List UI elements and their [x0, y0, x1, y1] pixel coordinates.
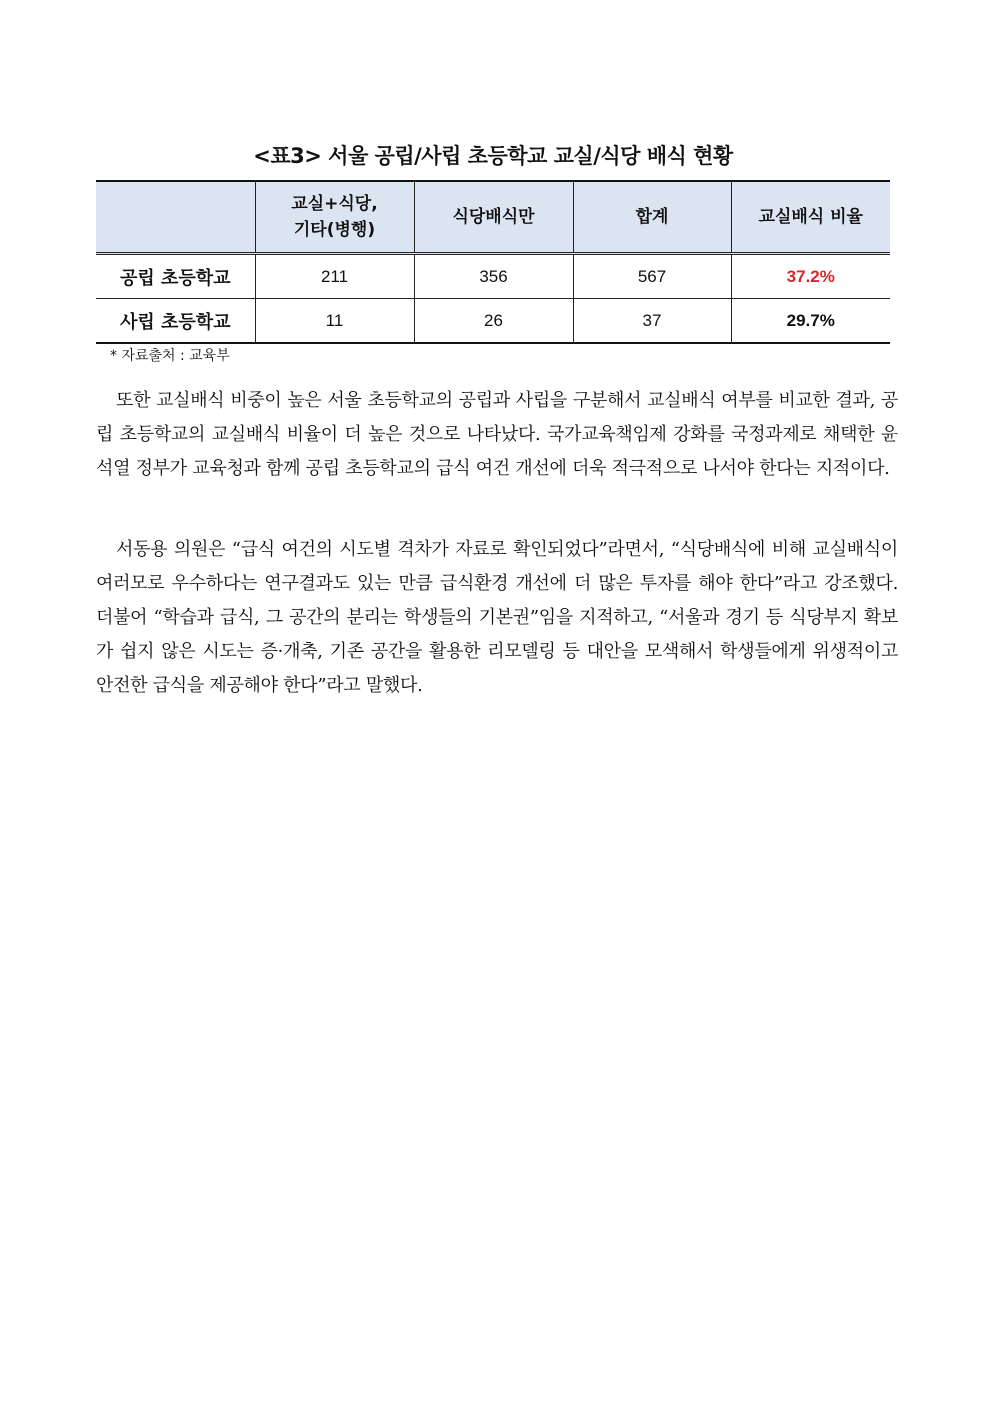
header-cell-cafeteria-only: 식당배식만 [414, 181, 573, 254]
table-row [96, 254, 890, 299]
row-label: 공립 초등학교 [96, 254, 255, 299]
data-table [96, 180, 890, 344]
table-row [96, 299, 890, 344]
table-cell: 356 [414, 254, 573, 299]
table-header-row [96, 181, 890, 254]
table-cell: 567 [573, 254, 731, 299]
table-caption: <표3> 서울 공립/사립 초등학교 교실/식당 배식 현황 [253, 144, 733, 168]
header-cell-classroom-plus-cafeteria: 교실+식당, 기타(병행) [255, 181, 414, 254]
ratio-cell: 29.7% [731, 299, 890, 344]
table-cell: 211 [255, 254, 414, 299]
header-cell-empty [96, 181, 255, 254]
table-cell: 26 [414, 299, 573, 344]
body-paragraph: 서동용 의원은 “급식 여건의 시도별 격차가 자료로 확인되었다”라면서, “식당배식에 비해 교실배식이 여러모로 우수하다는 연구결과도 있는 만큼 급식환경 개선에 더 많은 투자를 해야 한다”라고 강조했다. 더불어 “학습과 급식, 그 공간의 분리는 학생들의 기본권”임을 지적하고, “서울과 경기 등 식당부지 확보가 쉽지 않은 시도는 증·개축, 기존 공간을 활용한 리모델링 등 대안을 모색해서 학생들에게 위생적이고 안전한 급식을 제공해야 한다”라고 말했다. [96, 539, 898, 696]
table-cell: 11 [255, 299, 414, 344]
header-cell-total: 합계 [573, 181, 731, 254]
ratio-cell-highlight: 37.2% [731, 254, 890, 299]
header-cell-classroom-ratio: 교실배식 비율 [731, 181, 890, 254]
source-note: * 자료출처 : 교육부 [110, 348, 230, 364]
row-label: 사립 초등학교 [96, 299, 255, 344]
body-paragraph: 또한 교실배식 비중이 높은 서울 초등학교의 공립과 사립을 구분해서 교실배식 여부를 비교한 결과, 공립 초등학교의 교실배식 비율이 더 높은 것으로 나타났다. 국가교육책임제 강화를 국정과제로 채택한 윤석열 정부가 교육청과 함께 공립 초등학교의 급식 여건 개선에 더욱 적극적으로 나서야 한다는 지적이다. [96, 390, 898, 479]
table-cell: 37 [573, 299, 731, 344]
